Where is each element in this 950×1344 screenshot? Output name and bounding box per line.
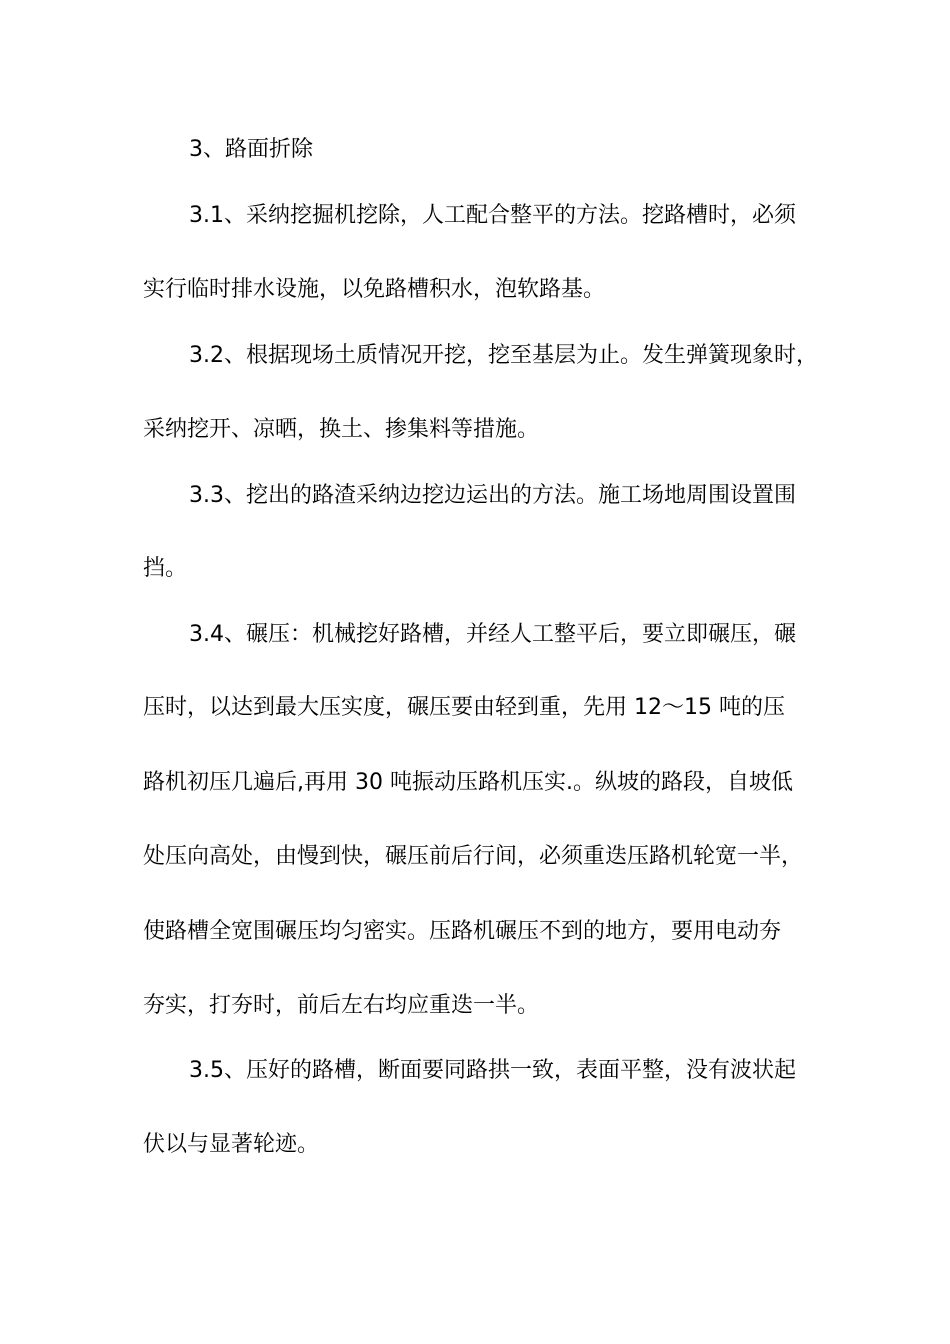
paragraph-3-4-line-4: 处压向高处，由慢到快，碾压前后行间，必须重迭压路机轮宽一半， xyxy=(143,844,804,869)
paragraph-3-3-line-2: 挡。 xyxy=(143,556,188,581)
paragraph-3-2-line-2: 采纳挖开、凉晒，换土、掺集料等措施。 xyxy=(143,417,540,442)
paragraph-3-4-line-2: 压时，以达到最大压实度，碾压要由轻到重，先用 12～15 吨的压 xyxy=(143,695,785,720)
paragraph-3-4-line-5: 使路槽全宽围碾压均匀密实。压路机碾压不到的地方，要用电动夯 xyxy=(143,919,782,944)
paragraph-3-2-line-1: 3.2、根据现场土质情况开挖，挖至基层为止。发生弹簧现象时， xyxy=(189,343,818,368)
paragraph-3-5-line-2: 伏以与显著轮迹。 xyxy=(143,1132,320,1157)
paragraph-3-4-line-1: 3.4、碾压：机械挖好路槽，并经人工整平后，要立即碾压，碾 xyxy=(189,622,796,647)
paragraph-3-3-line-1: 3.3、挖出的路渣采纳边挖边运出的方法。施工场地周围设置围 xyxy=(189,483,796,508)
paragraph-3-5-line-1: 3.5、压好的路槽，断面要同路拱一致，表面平整，没有波状起 xyxy=(189,1058,796,1083)
paragraph-3-1-line-2: 实行临时排水设施，以免路槽积水，泡软路基。 xyxy=(143,277,606,302)
paragraph-3-4-line-3: 路机初压几遍后,再用 30 吨振动压路机压实.。纵坡的路段，自坡低 xyxy=(143,770,793,795)
paragraph-3-4-line-6: 夯实，打夯时，前后左右均应重迭一半。 xyxy=(143,993,540,1018)
paragraph-3-1-line-1: 3.1、采纳挖掘机挖除，人工配合整平的方法。挖路槽时，必须 xyxy=(189,203,796,228)
section-heading: 3、路面折除 xyxy=(189,137,313,162)
